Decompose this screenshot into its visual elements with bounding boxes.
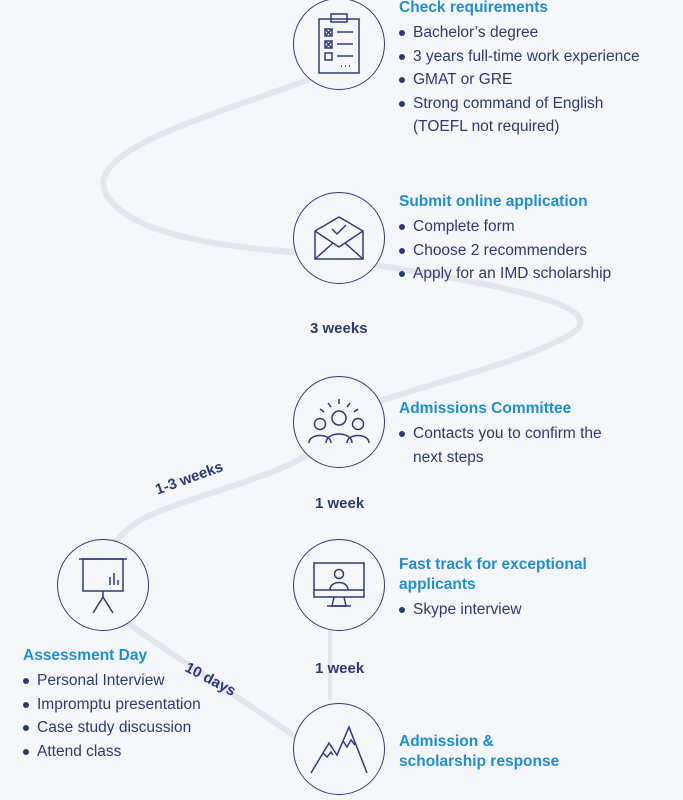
fast-track-title-line2: applicants [399,576,476,593]
admission-response-circle [293,703,385,795]
list-item: Bachelor’s degree [399,21,640,45]
monitor-person-icon [311,560,367,610]
admissions-committee-circle [293,376,385,468]
list-item: Choose 2 recommenders [399,239,611,263]
list-item: Skype interview [399,598,587,622]
admission-response-title-line1: Admission & [399,733,494,750]
duration-fasttrack-to-admission: 1 week [315,660,365,677]
assessment-day-title: Assessment Day [23,647,148,664]
duration-committee-to-fasttrack: 1 week [315,495,365,512]
clipboard-checklist-icon [311,11,367,77]
people-group-icon [304,397,374,447]
list-item: Contacts you to confirm the [399,422,602,446]
submit-application-step [399,192,611,286]
submit-application-title: Submit online application [399,193,588,210]
fast-track-step [399,555,587,622]
fast-track-circle [293,539,385,631]
list-item: Attend class [23,740,201,764]
fast-track-list [399,598,587,622]
assessment-day-list [23,669,201,763]
admission-response-step [399,732,559,772]
fast-track-title-line1: Fast track for exceptional [399,556,587,573]
duration-submit-to-committee: 3 weeks [310,320,368,337]
admissions-committee-title: Admissions Committee [399,400,572,417]
list-item: Impromptu presentation [23,693,201,717]
list-item: Apply for an IMD scholarship [399,262,611,286]
check-requirements-title: Check requirements [399,0,549,16]
admissions-committee-step [399,399,602,469]
list-item: 3 years full-time work experience [399,45,640,69]
assessment-day-step [23,646,201,763]
list-item-continuation: next steps [413,448,484,466]
assessment-day-circle [57,539,149,631]
list-item: Personal Interview [23,669,201,693]
envelope-check-icon [311,215,367,261]
mountain-icon [309,723,369,775]
list-item: Complete form [399,215,611,239]
submit-application-circle [293,192,385,284]
check-requirements-step [399,0,640,139]
submit-application-list [399,215,611,286]
duration-assessment-to-admission: 10 days [182,658,239,700]
admissions-committee-list [399,422,602,469]
list-item: Strong command of English [399,92,640,116]
list-item: Case study discussion [23,716,201,740]
list-item-continuation: (TOEFL not required) [413,118,560,135]
duration-committee-to-assessment: 1-3 weeks [153,458,226,499]
check-requirements-circle [293,0,385,90]
check-requirements-list [399,21,640,139]
admission-response-title-line2: scholarship response [399,753,560,770]
presentation-easel-icon [76,555,130,615]
list-item: GMAT or GRE [399,68,640,92]
